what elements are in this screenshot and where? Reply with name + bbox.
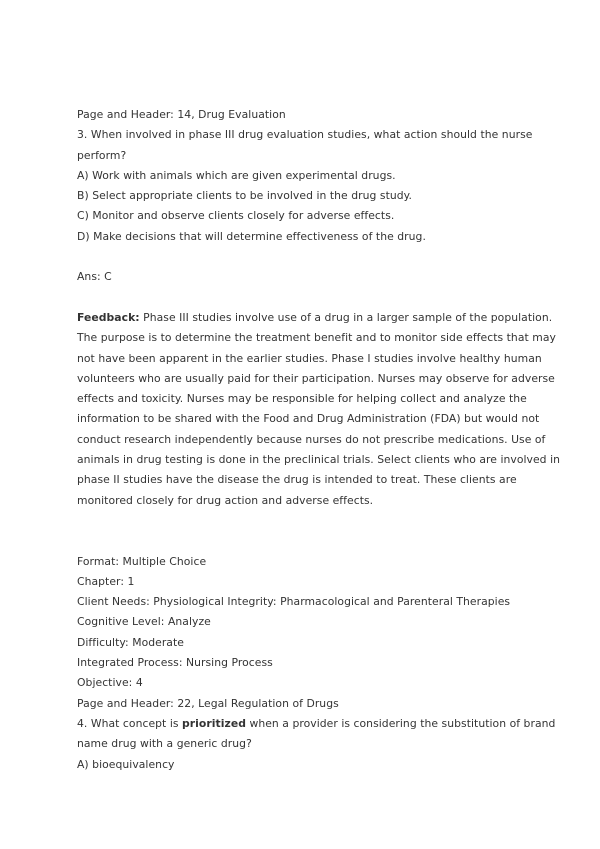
meta-integrated-process <box>77 653 582 673</box>
meta-chapter-segment: Chapter: 1 <box>77 574 135 588</box>
feedback-line-6-segment: information to be shared with the Food and Drug Administration (FDA) but would not <box>77 412 540 426</box>
question-3-text-line-2 <box>77 146 582 166</box>
question-3-option-b <box>77 186 582 206</box>
question-4-text-line-1 <box>77 714 582 734</box>
feedback-line-5-segment: effects and toxicity. Nurses may be responsible for helping collect and analyze the <box>77 392 527 406</box>
question-3-answer-segment: Ans: C <box>77 270 112 284</box>
feedback-line-5 <box>77 389 582 409</box>
page-header-question-3 <box>77 105 582 125</box>
meta-format <box>77 552 582 572</box>
feedback-line-9-segment: phase II studies have the disease the drug is intended to treat. These clients are <box>77 473 517 487</box>
meta-chapter <box>77 572 582 592</box>
blank-line <box>77 511 582 531</box>
question-4-text-line-1-segment: when a provider is considering the substitution of brand <box>245 716 556 730</box>
question-3-option-b-segment: B) Select appropriate clients to be involved in the drug study. <box>77 189 413 203</box>
feedback-line-3 <box>77 349 582 369</box>
question-3-text-line-2-segment: perform? <box>77 148 127 162</box>
feedback-line-2-segment: The purpose is to determine the treatment benefit and to monitor side effects that may <box>77 331 556 345</box>
blank-line <box>77 247 582 267</box>
feedback-line-2 <box>77 328 582 348</box>
feedback-line-4 <box>77 369 582 389</box>
meta-client-needs <box>77 592 582 612</box>
page-header-question-3-segment: Page and Header: 14, Drug Evaluation <box>77 108 286 121</box>
question-4-text-line-1-segment: 4. What concept is <box>77 716 183 730</box>
question-3-option-a <box>77 166 582 186</box>
page-header-question-4 <box>77 694 582 714</box>
meta-difficulty-segment: Difficulty: Moderate <box>77 635 184 649</box>
question-3-option-c-segment: C) Monitor and observe clients closely for adverse effects. <box>77 209 395 223</box>
feedback-line-1 <box>77 308 582 328</box>
feedback-line-4-segment: volunteers who are usually paid for their participation. Nurses may observe for adverse <box>77 371 555 385</box>
meta-difficulty <box>77 633 582 653</box>
feedback-line-6 <box>77 409 582 429</box>
feedback-line-9 <box>77 470 582 490</box>
question-4-option-a <box>77 755 582 775</box>
feedback-line-1-segment: Feedback: <box>77 310 140 324</box>
meta-objective-segment: Objective: 4 <box>77 676 143 690</box>
question-4-text-line-2-segment: name drug with a generic drug? <box>77 737 252 751</box>
feedback-line-1-segment: Phase III studies involve use of a drug in a larger sample of the population. <box>139 310 553 324</box>
question-4-option-a-segment: A) bioequivalency <box>77 757 175 771</box>
meta-integrated-process-segment: Integrated Process: Nursing Process <box>77 656 273 670</box>
meta-client-needs-segment: Client Needs: Physiological Integrity: Pharmacological and Parenteral Therapies <box>77 595 511 609</box>
question-4-text-line-1-segment: prioritized <box>182 716 246 730</box>
question-3-option-d <box>77 227 582 247</box>
feedback-line-8-segment: animals in drug testing is done in the preclinical trials. Select clients who are involved in <box>77 453 561 467</box>
blank-line <box>77 288 582 308</box>
question-3-option-d-segment: D) Make decisions that will determine effectiveness of the drug. <box>77 229 426 243</box>
question-3-option-c <box>77 206 582 226</box>
question-3-option-a-segment: A) Work with animals which are given experimental drugs. <box>77 168 396 182</box>
blank-line <box>77 531 582 551</box>
feedback-line-8 <box>77 450 582 470</box>
question-4-text-line-2 <box>77 734 582 754</box>
document-text-block <box>77 105 582 775</box>
feedback-line-7 <box>77 430 582 450</box>
feedback-line-3-segment: not have been apparent in the earlier studies. Phase I studies involve healthy human <box>77 351 542 365</box>
feedback-line-10-segment: monitored closely for drug action and adverse effects. <box>77 493 374 507</box>
meta-cognitive-level <box>77 612 582 632</box>
feedback-line-10 <box>77 491 582 511</box>
meta-format-segment: Format: Multiple Choice <box>77 554 207 568</box>
question-3-text-line-1 <box>77 125 582 145</box>
feedback-line-7-segment: conduct research independently because nurses do not prescribe medications. Use of <box>77 432 546 446</box>
meta-objective <box>77 673 582 693</box>
page-header-question-4-segment: Page and Header: 22, Legal Regulation of Drugs <box>77 696 339 710</box>
question-3-text-line-1-segment: 3. When involved in phase III drug evaluation studies, what action should the nurse <box>77 128 533 142</box>
meta-cognitive-level-segment: Cognitive Level: Analyze <box>77 615 211 629</box>
question-3-answer <box>77 267 582 287</box>
